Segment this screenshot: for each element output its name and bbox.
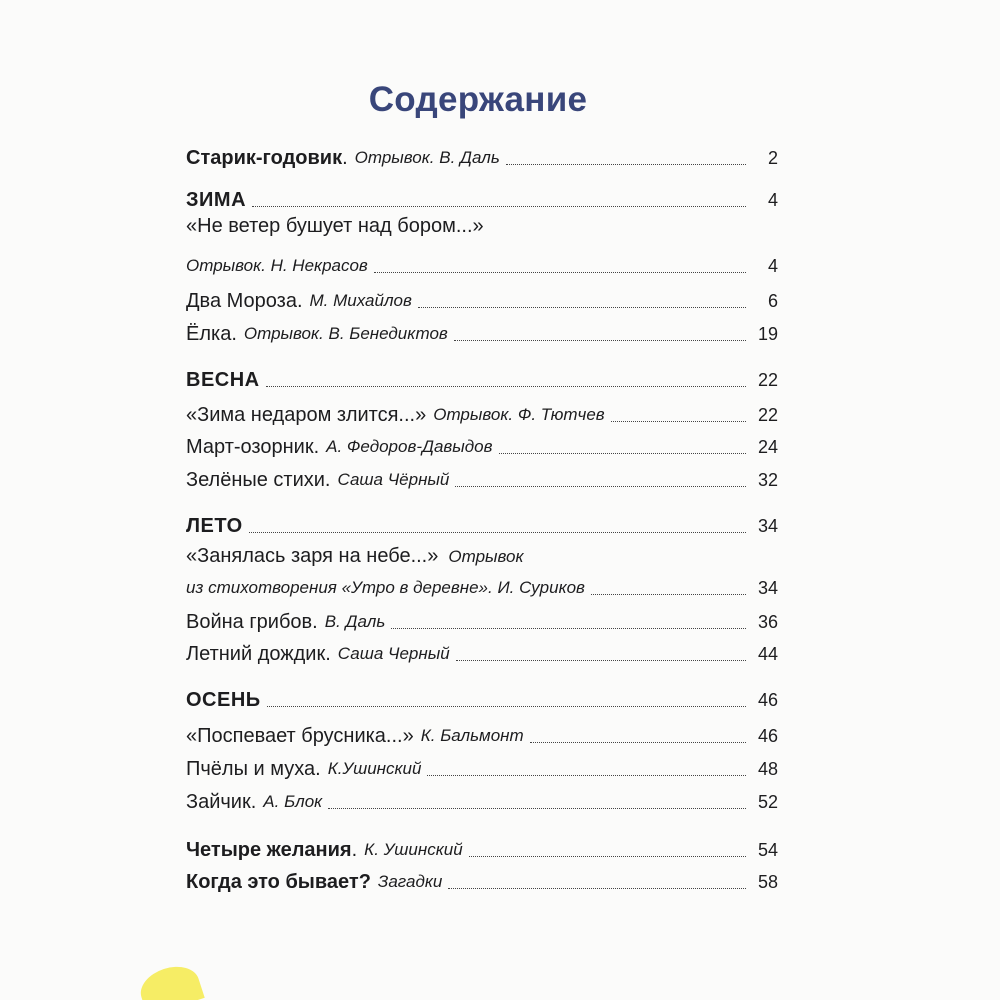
entry-title: Когда это бывает? — [186, 871, 371, 893]
entry-author: М. Михайлов — [309, 291, 412, 310]
dot-leader — [455, 486, 746, 487]
toc-entry[interactable] — [186, 832, 778, 862]
entry-author: Отрывок. В. Бенедиктов — [243, 324, 448, 343]
entry-author: К.Ушинский — [327, 759, 422, 778]
entry-author: А. Блок — [263, 792, 323, 811]
entry-page: 36 — [757, 612, 778, 632]
dot-leader — [328, 808, 746, 809]
page-title: Содержание — [368, 80, 588, 119]
toc-section-zima[interactable] — [186, 182, 778, 212]
toc-entry[interactable] — [186, 636, 778, 666]
dot-leader — [530, 742, 746, 743]
entry-page: 58 — [757, 872, 778, 892]
toc-entry[interactable] — [186, 140, 778, 170]
entry-note: Отрывок — [448, 547, 524, 566]
entry-page: 2 — [767, 148, 778, 168]
toc-entry[interactable] — [186, 429, 778, 459]
entry-author: К. Бальмонт — [420, 726, 524, 745]
entry-page: 19 — [757, 324, 778, 344]
entry-title: Война грибов. — [186, 611, 318, 633]
section-title: ВЕСНА — [186, 369, 260, 391]
entry-page: 34 — [757, 578, 778, 598]
dot-leader — [418, 307, 746, 308]
dot-leader — [448, 888, 746, 889]
entry-title: «Зима недаром злится...» — [186, 404, 427, 426]
toc-section-osen[interactable] — [186, 682, 778, 712]
toc-entry[interactable] — [186, 570, 778, 600]
entry-page: 22 — [757, 370, 778, 390]
entry-author: А. Федоров-Давыдов — [326, 437, 493, 456]
entry-title: «Поспевает брусника...» — [186, 725, 414, 747]
toc-entry[interactable] — [186, 751, 778, 781]
entry-title: Два Мороза. — [186, 290, 303, 312]
toc-entry[interactable] — [186, 397, 778, 427]
dot-leader — [427, 775, 746, 776]
entry-period: . — [342, 147, 348, 169]
entry-title: Пчёлы и муха. — [186, 758, 321, 780]
section-title: ЗИМА — [186, 189, 247, 211]
entry-page: 54 — [757, 840, 778, 860]
entry-title: «Занялась заря на небе...» — [186, 545, 439, 567]
entry-page: 34 — [757, 516, 778, 536]
entry-period: . — [351, 839, 358, 861]
entry-author: Загадки — [377, 872, 443, 891]
entry-page: 24 — [757, 437, 778, 457]
toc-entry[interactable] — [186, 604, 778, 634]
entry-title: Летний дождик. — [186, 643, 331, 665]
toc-section-vesna[interactable] — [186, 362, 778, 392]
entry-page: 22 — [757, 405, 778, 425]
dot-leader — [506, 164, 746, 165]
entry-title: Ёлка. — [186, 323, 237, 345]
toc-entry[interactable] — [186, 248, 778, 278]
entry-author: Отрывок. Ф. Тютчев — [433, 405, 605, 424]
entry-page: 46 — [757, 690, 778, 710]
entry-author: Отрывок. В. Даль — [354, 148, 500, 167]
yellow-corner-decoration — [135, 960, 204, 1000]
dot-leader — [374, 272, 746, 273]
dot-leader — [611, 421, 746, 422]
toc-entry[interactable] — [186, 784, 778, 814]
entry-page: 46 — [757, 726, 778, 746]
toc-entry[interactable] — [186, 283, 778, 313]
entry-page: 4 — [767, 190, 778, 210]
entry-page: 52 — [757, 792, 778, 812]
dot-leader — [454, 340, 746, 341]
dot-leader — [267, 706, 746, 707]
entry-page: 32 — [757, 470, 778, 490]
entry-page: 48 — [757, 759, 778, 779]
entry-title-line: «Не ветер бушует над бором...» — [186, 215, 484, 237]
entry-page: 6 — [767, 291, 778, 311]
entry-title: Зайчик. — [186, 791, 257, 813]
section-title: ОСЕНЬ — [186, 689, 261, 711]
toc-section-leto[interactable] — [186, 508, 778, 538]
toc-entry[interactable] — [186, 864, 778, 894]
dot-leader — [591, 594, 746, 595]
dot-leader — [249, 532, 746, 533]
entry-author: из стихотворения «Утро в деревне». И. Суриков — [186, 578, 585, 597]
entry-author: Отрывок. Н. Некрасов — [186, 256, 368, 275]
dot-leader — [499, 453, 746, 454]
entry-title: Зелёные стихи. — [186, 469, 331, 491]
entry-title: Старик-годовик — [186, 147, 343, 169]
dot-leader — [252, 206, 746, 207]
entry-page: 44 — [757, 644, 778, 664]
entry-title: Четыре желания — [186, 839, 352, 861]
toc-entry[interactable] — [186, 462, 778, 492]
entry-author: Саша Чёрный — [337, 470, 450, 489]
entry-title: Март-озорник. — [186, 436, 320, 458]
entry-title-line — [186, 544, 524, 569]
dot-leader — [469, 856, 746, 857]
entry-page: 4 — [767, 256, 778, 276]
toc-entry[interactable] — [186, 718, 778, 748]
dot-leader — [456, 660, 746, 661]
section-title: ЛЕТО — [186, 515, 243, 537]
toc-entry[interactable] — [186, 316, 778, 346]
entry-author: К. Ушинский — [364, 840, 463, 859]
entry-author: В. Даль — [324, 612, 386, 631]
dot-leader — [391, 628, 746, 629]
dot-leader — [266, 386, 746, 387]
entry-author: Саша Черный — [337, 644, 450, 663]
